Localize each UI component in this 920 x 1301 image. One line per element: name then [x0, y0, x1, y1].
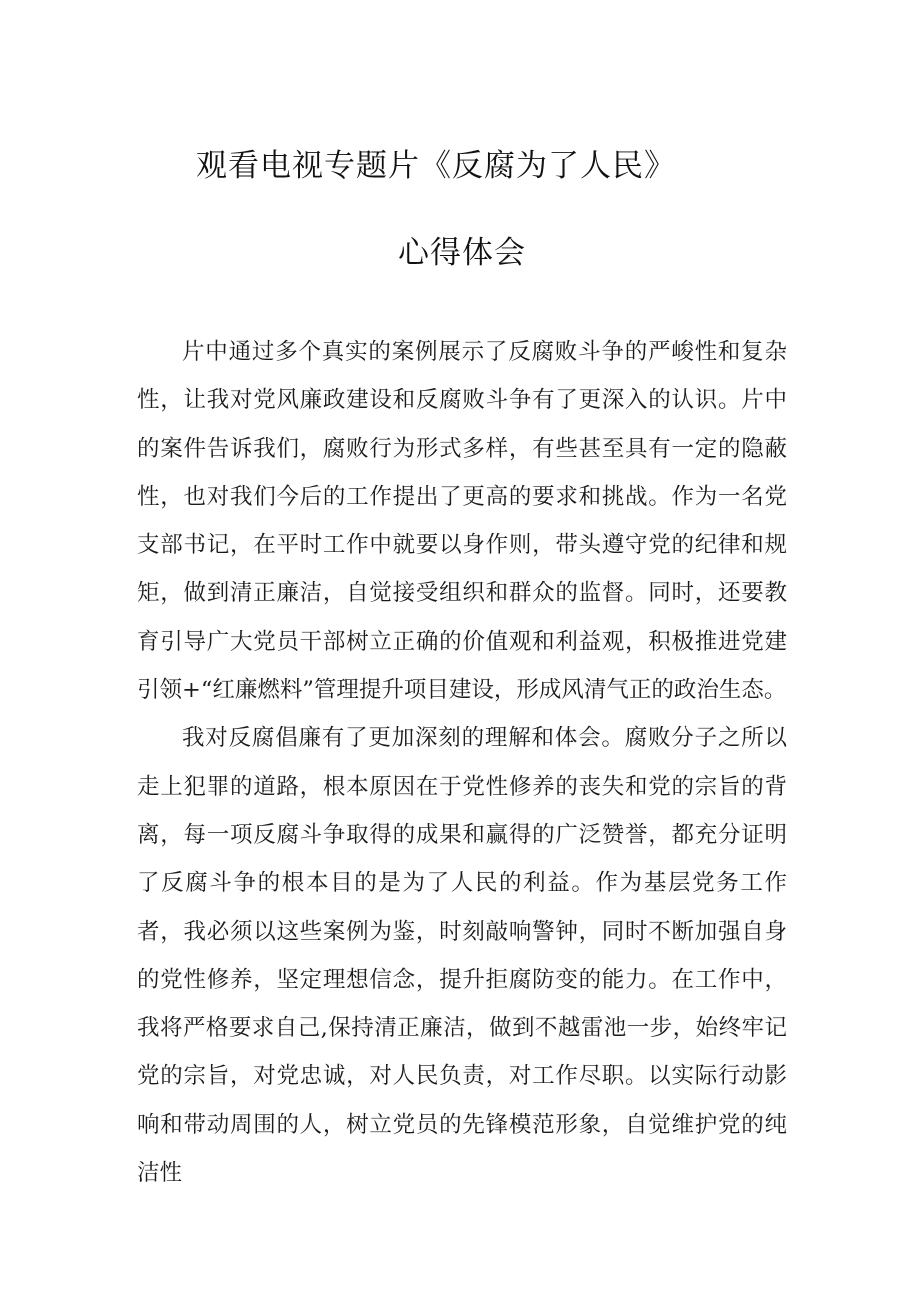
document-title-line-2: 心得体会	[398, 235, 526, 271]
body-paragraph-1: 片中通过多个真实的案例展示了反腐败斗争的严峻性和复杂性，让我对党风廉政建设和反腐败斗争有了更深入的认识。片中的案件告诉我们，腐败行为形式多样，有些甚至具有一定的隐蔽性，也对我们今后的工作提出了更高的要求和挑战。作为一名党支部书记，在平时工作中就要以身作则，带头遵守党的纪律和规矩，做到清正廉洁，自觉接受组织和群众的监督。同时，还要教育引导广大党员干部树立正确的价值观和利益观，积极推进党建引领+“红廉燃料”管理提升项目建设，形成风清气正的政治生态。	[137, 339, 787, 704]
document-title-line-1: 观看电视专题片《反腐为了人民》	[196, 148, 676, 184]
document-body	[137, 328, 787, 1197]
body-paragraph-2: 我对反腐倡廉有了更加深刻的理解和体会。腐败分子之所以走上犯罪的道路，根本原因在于党性修养的丧失和党的宗旨的背离，每一项反腐斗争取得的成果和赢得的广泛赞誉，都充分证明了反腐斗争的根本目的是为了人民的利益。作为基层党务工作者，我必须以这些案例为鉴，时刻敲响警钟，同时不断加强自身的党性修养，坚定理想信念，提升拒腐防变的能力。在工作中，我将严格要求自己,保持清正廉洁，做到不越雷池一步，始终牢记党的宗旨，对党忠诚，对人民负责，对工作尽职。以实际行动影响和带动周围的人，树立党员的先锋模范形象，自觉维护党的纯洁性	[137, 725, 787, 1187]
